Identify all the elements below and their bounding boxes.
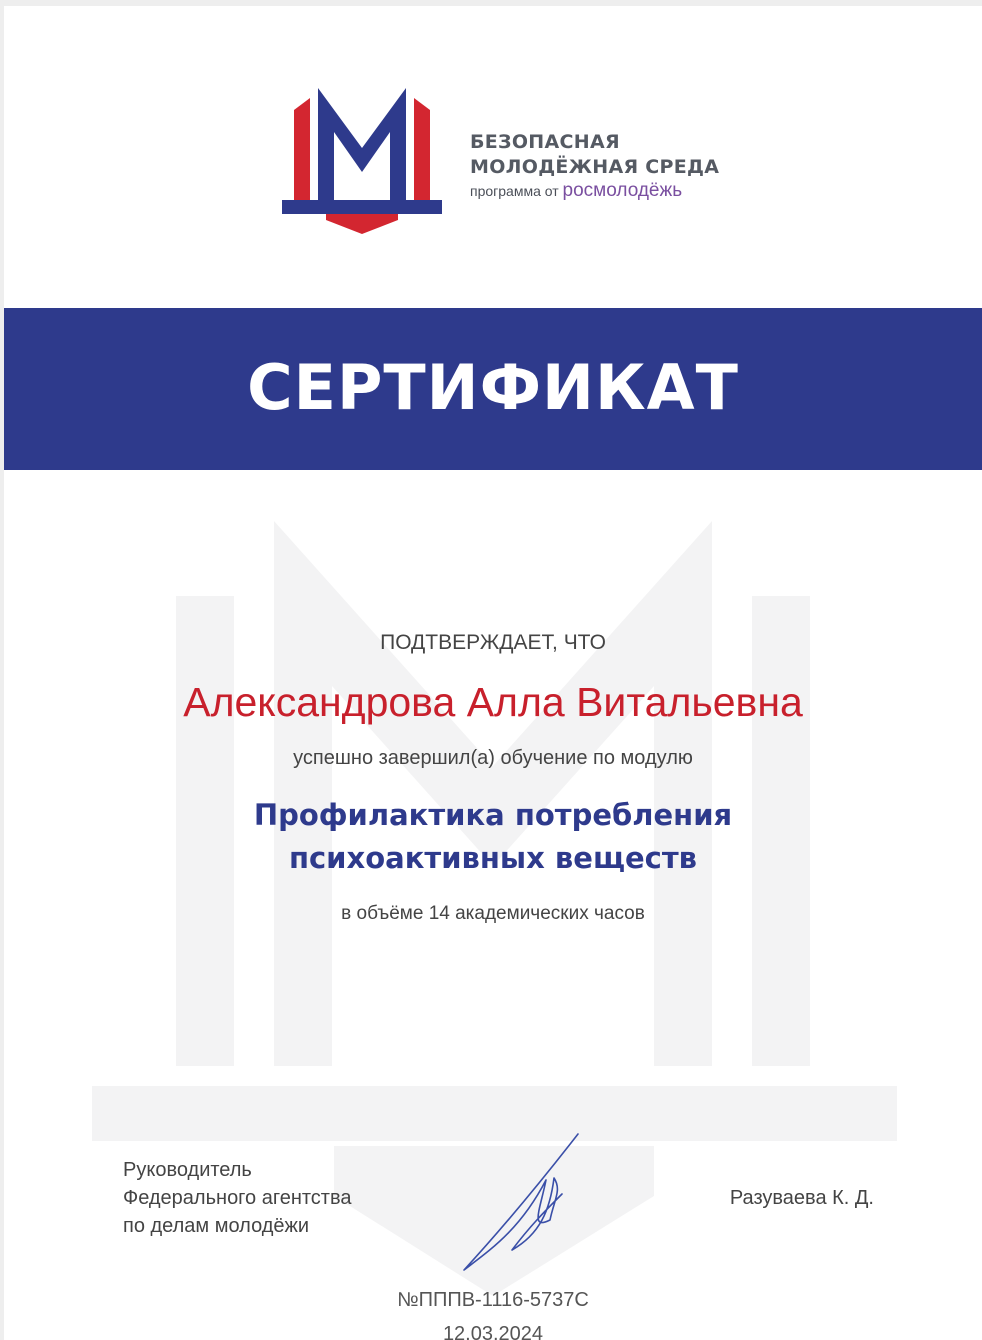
certificate-date: 12.03.2024 (442, 1323, 544, 1340)
confirms-text: ПОДТВЕРЖДАЕТ, ЧТО (380, 631, 606, 654)
recipient-name: Александрова Алла Витальевна (183, 679, 803, 725)
position-line3: по делам молодёжи (123, 1215, 310, 1237)
logo-text (470, 130, 719, 202)
logo-brand: росмолодёжь (562, 180, 683, 201)
certificate-sheet (4, 6, 982, 1340)
logo-subtitle (470, 180, 719, 202)
volume-text: в объёме 14 академических часов (341, 903, 645, 924)
signer-name: Разуваева К. Д. (729, 1187, 874, 1209)
module-title-line1: Профилактика потребления (253, 798, 733, 832)
logo-title-line2: МОЛОДЁЖНАЯ СРЕДА (470, 156, 720, 178)
title-banner (4, 308, 982, 470)
module-title (4, 794, 982, 880)
logo-title-line1: БЕЗОПАСНАЯ (470, 131, 620, 153)
completed-text: успешно завершил(а) обучение по модулю (293, 747, 693, 769)
signer-position (123, 1156, 352, 1240)
logo-program-prefix: программа от (470, 183, 559, 199)
signature-image (450, 1130, 590, 1278)
module-title-line2: психоактивных веществ (288, 841, 698, 875)
certificate-title: СЕРТИФИКАТ (247, 351, 739, 424)
shield-m-logo-icon (282, 88, 442, 238)
certificate-number: №ПППВ-1116-5737С (397, 1289, 589, 1311)
position-line2: Федерального агентства (123, 1187, 352, 1209)
position-line1: Руководитель (123, 1159, 252, 1181)
